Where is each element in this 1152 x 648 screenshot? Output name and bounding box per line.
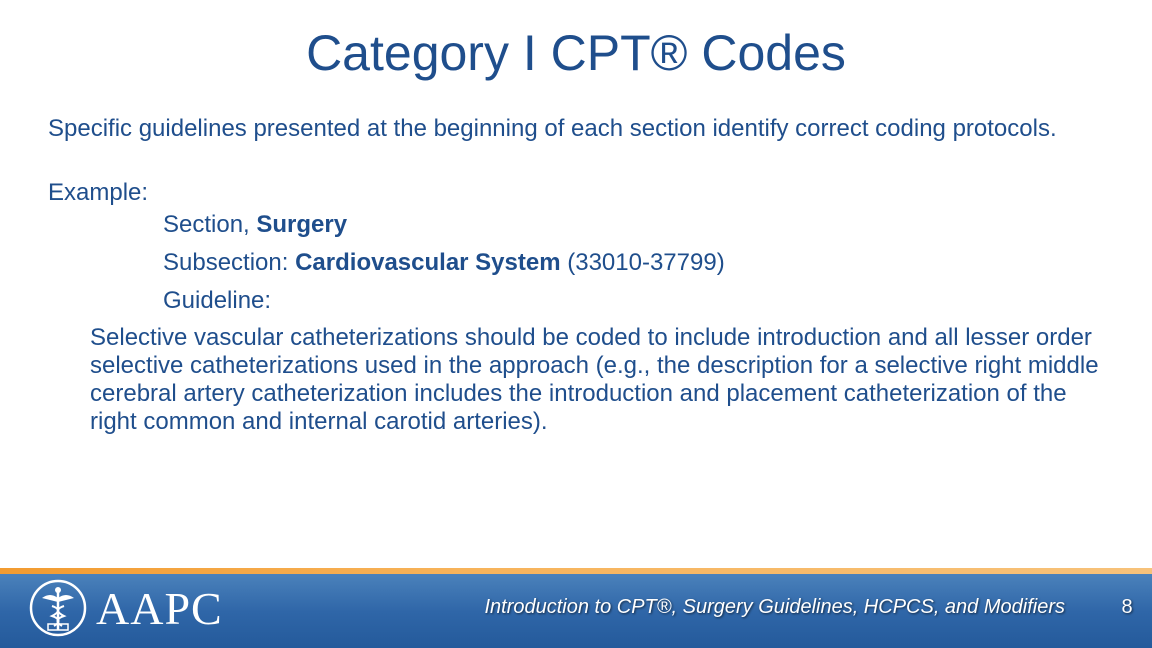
subsection-line: [48, 248, 1118, 278]
section-line: [48, 210, 1118, 240]
aapc-logo: [28, 578, 228, 638]
guideline-label: Guideline:: [163, 287, 272, 314]
subsection-value: Cardiovascular System: [295, 249, 561, 276]
slide-title: Category I CPT® Codes: [306, 25, 846, 81]
footer-course-title: Introduction to CPT®, Surgery Guidelines, HCPCS, and Modifiers: [484, 596, 1065, 618]
subsection-prefix: Subsection:: [163, 249, 296, 276]
section-prefix: Section,: [163, 211, 257, 238]
logo-wordmark: AAPC: [96, 582, 223, 634]
intro-paragraph: Specific guidelines presented at the beginning of each section identify correct coding protocols.: [48, 115, 1057, 142]
example-label: Example:: [48, 179, 149, 206]
section-value: Surgery: [256, 211, 348, 238]
subsection-range: (33010-37799): [560, 249, 725, 276]
slide-body: [48, 114, 1118, 436]
footer-accent-stripe: [0, 568, 1152, 574]
caduceus-emblem-icon: [28, 578, 88, 638]
guideline-text: Selective vascular catheterizations should be coded to include introduction and all lesser order selective catheterizations used in the approach (e.g., the description for a selective right middle cerebral artery catheterization includes the introduction and placement catheterization of the right common and internal carotid arteries).: [90, 324, 1099, 435]
page-number: 8: [1121, 596, 1133, 618]
